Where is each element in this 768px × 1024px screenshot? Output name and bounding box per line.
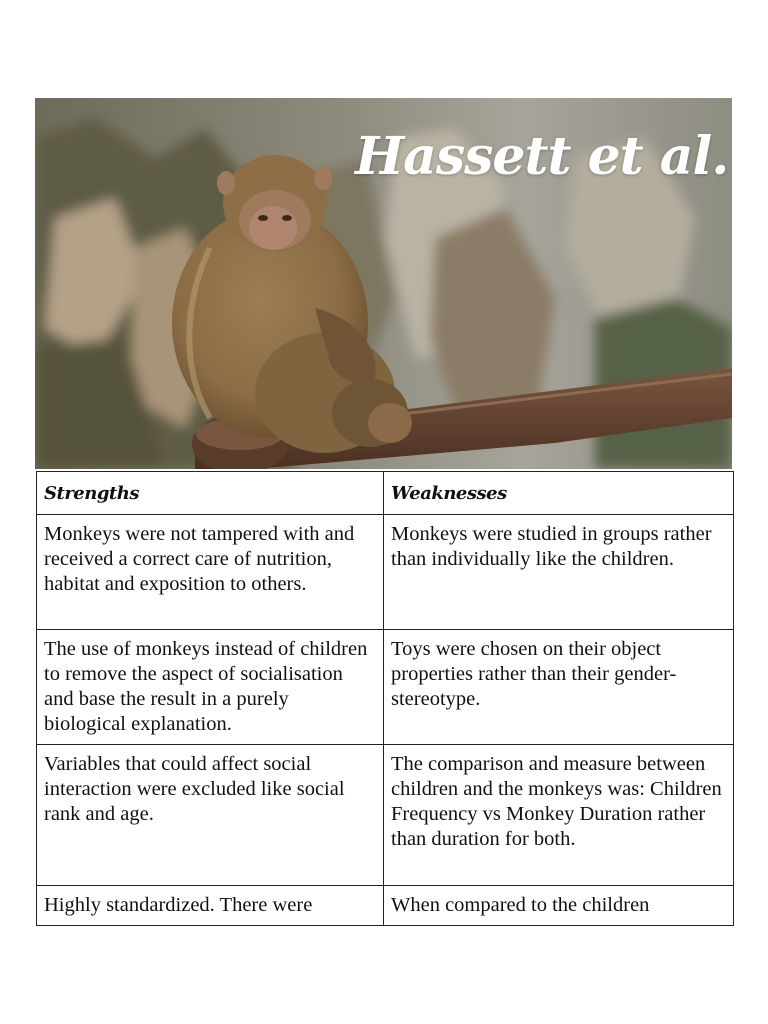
table-row — [37, 886, 734, 926]
weakness-cell: The comparison and measure between children and the monkeys was: Children Frequency vs Monkey Duration rather than duration for both. — [384, 745, 734, 886]
strength-cell: Highly standardized. There were — [37, 886, 384, 926]
header-weaknesses: Weaknesses — [384, 472, 734, 515]
table-header-row — [37, 472, 734, 515]
strength-cell: The use of monkeys instead of children to remove the aspect of socialisation and base the result in a purely biological explanation. — [37, 630, 384, 745]
strength-cell: Monkeys were not tampered with and received a correct care of nutrition, habitat and exposition to others. — [37, 515, 384, 630]
weakness-cell: Monkeys were studied in groups rather than individually like the children. — [384, 515, 734, 630]
strengths-weaknesses-table — [36, 471, 734, 926]
hero-image — [35, 98, 732, 469]
table-row — [37, 745, 734, 886]
header-strengths: Strengths — [37, 472, 384, 515]
document-title: Hassett et al. — [355, 126, 729, 187]
weakness-cell: When compared to the children — [384, 886, 734, 926]
strength-cell: Variables that could affect social interaction were excluded like social rank and age. — [37, 745, 384, 886]
weakness-cell: Toys were chosen on their object properties rather than their gender-stereotype. — [384, 630, 734, 745]
table-row — [37, 630, 734, 745]
table-row — [37, 515, 734, 630]
